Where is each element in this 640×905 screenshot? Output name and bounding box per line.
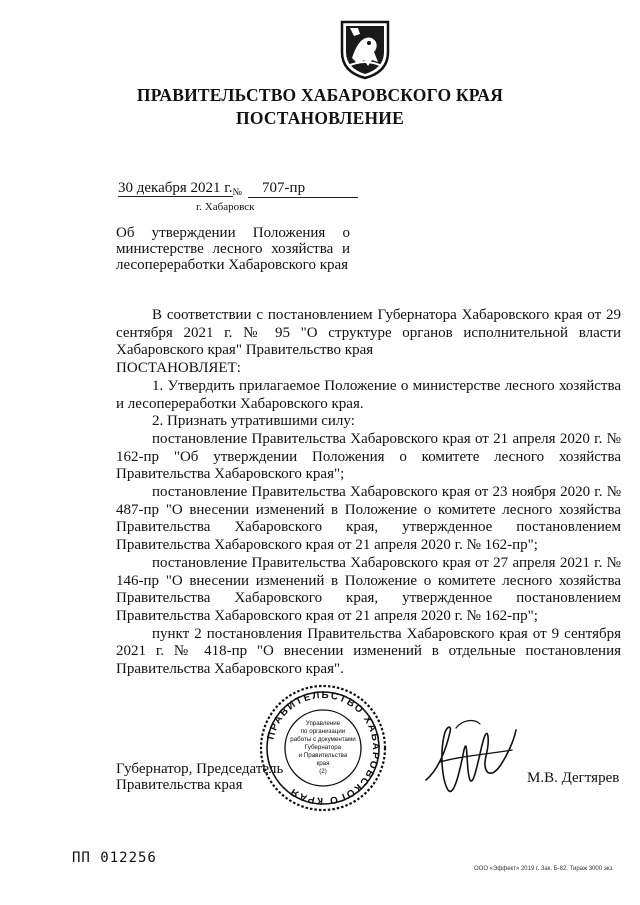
- item-2-paragraph: 2. Признать утратившими силу:: [152, 413, 355, 430]
- handwritten-signature: [420, 710, 520, 806]
- repealed-act-4: пункт 2 постановления Правительства Хабаровского края от 9 сентября 2021 г. № 418-пр "О внесении изменений в отдельные постановления Правительства Хабаровского края".: [116, 625, 621, 678]
- stamp-line-5: и Правительства: [298, 752, 348, 759]
- document-date: 30 декабря 2021 г.: [118, 180, 233, 196]
- stamp-line-1: Управление: [305, 720, 341, 727]
- stamp-line-4: Губернатора: [304, 744, 342, 751]
- stamp-ring-text: ПРАВИТЕЛЬСТВО ХАБАРОВСКОГО КРАЯ: [265, 689, 382, 807]
- repealed-act-1: постановление Правительства Хабаровского края от 21 апреля 2020 г. № 162-пр "Об утверждении Положения о комитете лесного хозяйства Правительства Хабаровского края";: [116, 430, 621, 483]
- repealed-act-2: постановление Правительства Хабаровского края от 23 ноября 2020 г. № 487-пр "О внесении изменений в Положение о комитете лесного хозяйства Правительства Хабаровского края, утвержденное постановлением Правительства Хабаровского края от 21 апреля 2020 г. № 162-пр";: [116, 484, 621, 554]
- printer-imprint: ООО «Эффект» 2019 г. Зак. Б-82. Тираж 3000 экз.: [474, 866, 614, 872]
- resolves-heading: ПОСТАНОВЛЯЕТ:: [116, 360, 241, 377]
- repealed-act-3: постановление Правительства Хабаровского края от 27 апреля 2021 г. № 146-пр "О внесении изменений в Положение о комитете лесного хозяйства Правительства Хабаровского края, утвержденное постановлением Правительства Хабаровского края от 21 апреля 2020 г. № 162-пр";: [116, 554, 621, 624]
- signatory-name: М.В. Дегтярев: [527, 770, 620, 786]
- stamp-line-7: (2): [319, 768, 327, 775]
- document-number: 707-пр: [248, 180, 358, 198]
- official-stamp: [258, 683, 388, 813]
- city-label: г. Хабаровск: [196, 201, 255, 213]
- stamp-line-6: края: [316, 760, 330, 767]
- document-body: [116, 307, 621, 679]
- document-subject: Об утверждении Положения о министерстве лесного хозяйства и лесопереработки Хабаровского края: [116, 225, 350, 273]
- number-sign: №: [232, 187, 243, 198]
- document-type-title: ПОСТАНОВЛЕНИЕ: [236, 108, 404, 128]
- stamp-line-3: работы с документами: [290, 736, 356, 743]
- coat-of-arms-icon: [338, 18, 392, 80]
- date-number-line: [118, 180, 358, 198]
- item-1-paragraph: 1. Утвердить прилагаемое Положение о министерстве лесного хозяйства и лесопереработки Хабаровского края.: [116, 377, 621, 412]
- position-line-1: Губернатор, Председатель: [116, 761, 284, 777]
- intro-paragraph: В соответствии с постановлением Губернатора Хабаровского края от 29 сентября 2021 г. № 95 "О структуре органов исполнительной власти Хабаровского края" Правительство края: [116, 307, 621, 359]
- form-serial-number: ПП 012256: [72, 850, 157, 866]
- position-line-2: Правительства края: [116, 777, 243, 793]
- stamp-line-2: по организации: [300, 728, 346, 735]
- organization-title: ПРАВИТЕЛЬСТВО ХАБАРОВСКОГО КРАЯ: [136, 85, 504, 105]
